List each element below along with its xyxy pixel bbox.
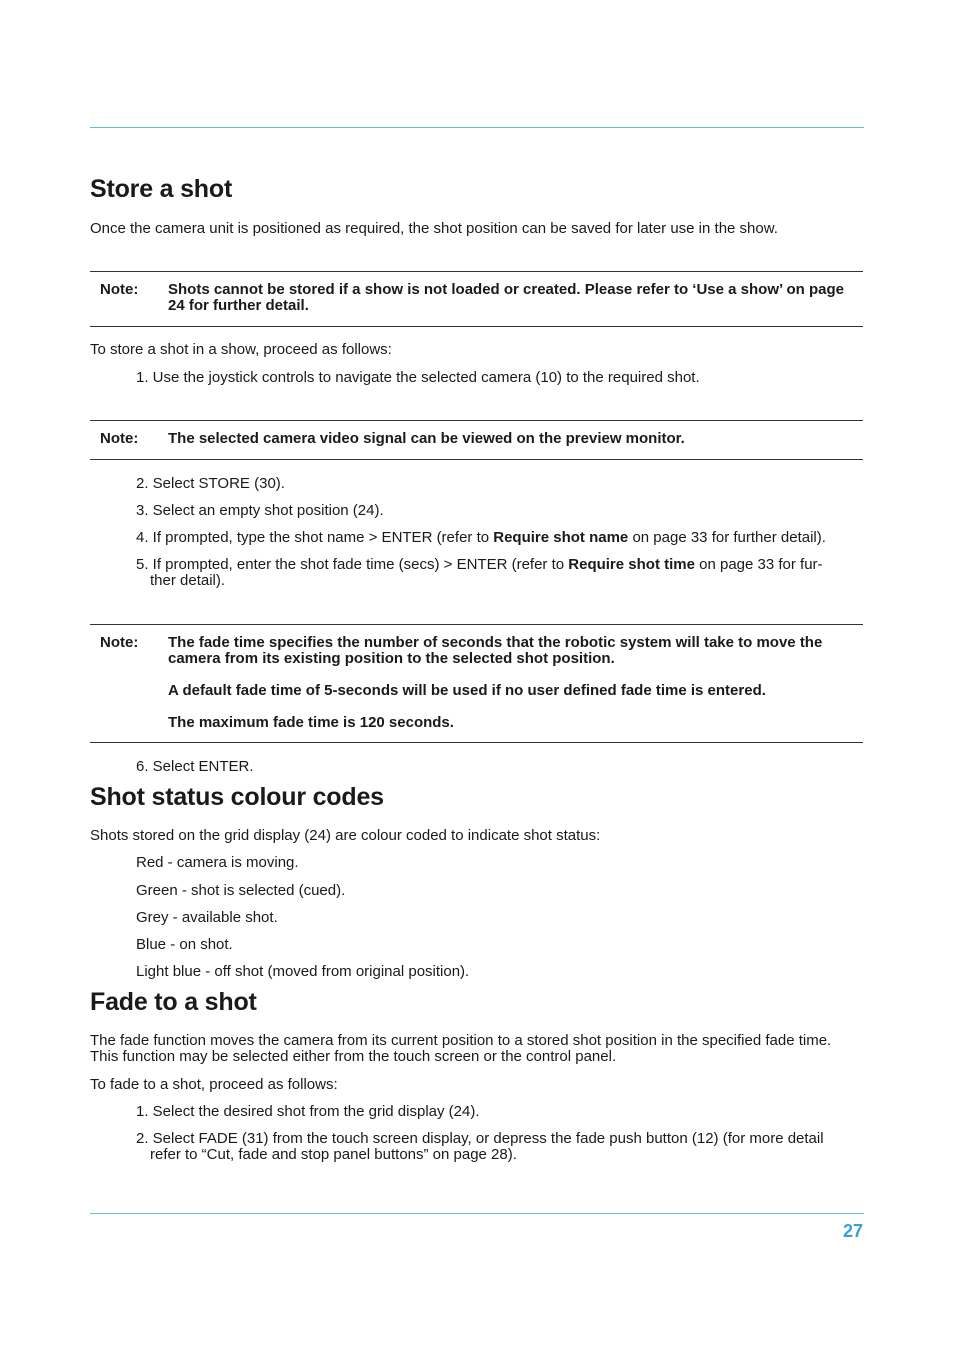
status-code-blue: Blue - on shot. (136, 936, 233, 953)
section-heading-store-a-shot: Store a shot (90, 175, 233, 203)
note-text-fade-definition: The fade time specifies the number of seconds that the robotic system will take to move the camera from its existing position to the selected shot position. (168, 634, 823, 667)
store-step-6: 6. Select ENTER. (136, 758, 254, 775)
status-code-grey: Grey - available shot. (136, 909, 278, 926)
store-intro: Once the camera unit is positioned as required, the shot position can be saved for later use in the show. (90, 220, 778, 237)
footer-rule (90, 1213, 864, 1214)
header-rule (90, 127, 864, 128)
note-label: Note: (100, 430, 139, 447)
status-code-green: Green - shot is selected (cued). (136, 882, 346, 899)
status-intro: Shots stored on the grid display (24) are colour coded to indicate shot status: (90, 827, 601, 844)
status-code-red: Red - camera is moving. (136, 854, 299, 871)
note-box-fade-time (90, 624, 863, 743)
note-box-preview-monitor (90, 420, 863, 460)
note-label: Note: (100, 634, 139, 651)
store-step-1: 1. Use the joystick controls to navigate the selected camera (10) to the required shot. (136, 369, 700, 386)
note-text-max-fade: The maximum fade time is 120 seconds. (168, 714, 454, 731)
store-step-4 (136, 530, 864, 546)
fade-step-1: 1. Select the desired shot from the grid display (24). (136, 1103, 480, 1120)
section-heading-fade-to-a-shot: Fade to a shot (90, 988, 257, 1016)
fade-intro-line-2: This function may be selected either from the touch screen or the control panel. (90, 1048, 617, 1065)
note-text: Shots cannot be stored if a show is not loaded or created. Please refer to ‘Use a show’ on page 24 for further detail. (168, 281, 844, 314)
step-bold-ref: Require shot time (568, 556, 695, 573)
step-text: on page 33 for further detail). (628, 529, 826, 546)
note-text-default-fade: A default fade time of 5-seconds will be used if no user defined fade time is entered. (168, 682, 766, 699)
store-step-2: 2. Select STORE (30). (136, 475, 285, 492)
store-lead: To store a shot in a show, proceed as follows: (90, 341, 392, 358)
fade-step-2-line-1: 2. Select FADE (31) from the touch screen display, or depress the fade push button (12) (for more detail (136, 1130, 824, 1147)
status-code-light-blue: Light blue - off shot (moved from original position). (136, 963, 470, 980)
step-text: on page 33 for fur- (694, 556, 823, 573)
note-text: The selected camera video signal can be viewed on the preview monitor. (168, 430, 685, 447)
section-heading-shot-status: Shot status colour codes (90, 783, 384, 811)
step-text: 4. If prompted, type the shot name > ENTER (refer to (136, 529, 494, 546)
step-continuation: ther detail). (150, 572, 226, 589)
step-bold-ref: Require shot name (493, 529, 629, 546)
note-label: Note: (100, 281, 139, 298)
fade-intro-line-1: The fade function moves the camera from its current position to a stored shot position in the specified fade time. (90, 1032, 832, 1049)
store-step-3: 3. Select an empty shot position (24). (136, 502, 384, 519)
store-step-5 (136, 557, 864, 589)
page-number: 27 (842, 1221, 863, 1241)
fade-lead: To fade to a shot, proceed as follows: (90, 1076, 338, 1093)
step-text: 5. If prompted, enter the shot fade time (secs) > ENTER (refer to (136, 556, 569, 573)
fade-step-2-line-2: refer to “Cut, fade and stop panel buttons” on page 28). (150, 1146, 517, 1163)
note-box-show-required (90, 271, 863, 327)
